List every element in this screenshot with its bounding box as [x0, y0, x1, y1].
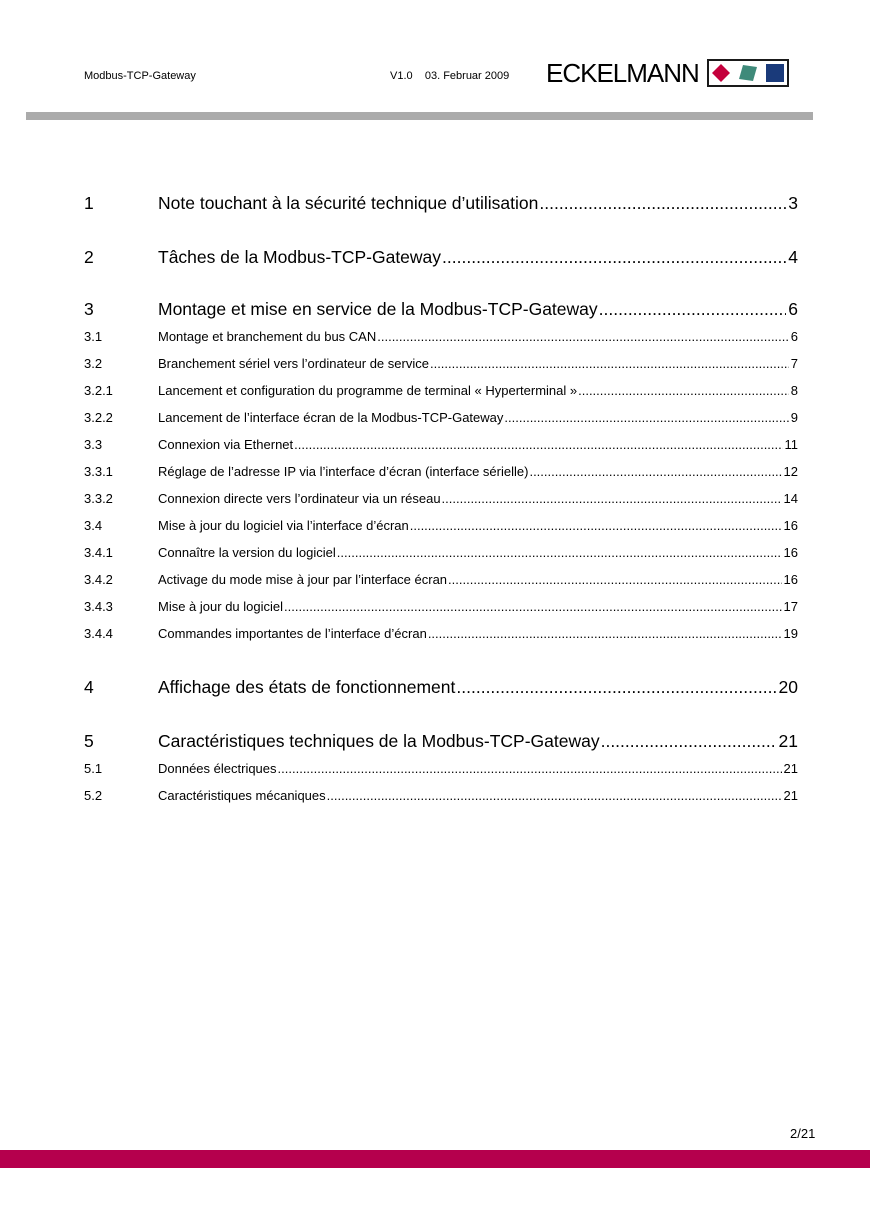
toc-entry-number: 5.1	[84, 761, 103, 776]
toc-entry[interactable]	[84, 491, 798, 506]
toc-dot-leader	[601, 731, 777, 752]
version-date: V1.0 03. Februar 2009	[390, 70, 510, 82]
toc-entry[interactable]	[84, 761, 798, 776]
toc-entry-page: 7	[790, 356, 798, 371]
toc-entry[interactable]	[84, 356, 798, 371]
toc-entry-title: Mise à jour du logiciel via l’interface d’écran	[158, 518, 409, 533]
toc-entry-title: Lancement et configuration du programme de terminal « Hyperterminal »	[158, 383, 578, 398]
toc-entry[interactable]	[84, 788, 798, 803]
toc-dot-leader	[430, 356, 789, 371]
toc-entry-title: Branchement sériel vers l’ordinateur de service	[158, 356, 429, 371]
toc-dot-leader	[442, 247, 786, 268]
toc-entry-number: 3.4.3	[84, 599, 113, 614]
logo-mark-frame	[707, 59, 789, 87]
toc-entry[interactable]	[84, 410, 798, 425]
toc-entry-title: Connexion via Ethernet	[158, 437, 294, 452]
toc-dot-leader	[442, 491, 782, 506]
toc-entry[interactable]	[84, 599, 798, 614]
toc-dot-leader	[456, 677, 776, 698]
toc-dot-leader	[428, 626, 782, 641]
logo-green-parallelogram-icon	[739, 64, 757, 82]
header-rule	[26, 112, 813, 120]
toc-entry-number: 3.3.2	[84, 491, 113, 506]
toc-dot-leader	[327, 788, 782, 803]
toc-dot-leader	[377, 329, 789, 344]
toc-entry-title: Montage et mise en service de la Modbus-TCP-Gateway	[158, 299, 598, 319]
logo-text: ECKELMANN	[546, 58, 699, 88]
toc-dot-leader	[539, 193, 786, 214]
toc-entry-number: 3.3	[84, 437, 103, 452]
toc-entry-page: 19	[783, 626, 798, 641]
toc-entry[interactable]	[84, 437, 798, 452]
toc-entry-title: Lancement de l’interface écran de la Modbus-TCP-Gateway	[158, 410, 504, 425]
toc-dot-leader	[278, 761, 782, 776]
toc-entry-title: Tâches de la Modbus-TCP-Gateway	[158, 247, 442, 267]
toc-entry[interactable]	[84, 731, 798, 752]
toc-entry-page: 6	[790, 329, 798, 344]
toc-entry-page: 21	[783, 788, 798, 803]
document-title: Modbus-TCP-Gateway	[84, 70, 196, 82]
toc-entry-page: 21	[783, 761, 798, 776]
toc-dot-leader	[599, 299, 787, 320]
toc-entry[interactable]	[84, 329, 798, 344]
toc-entry-title: Activage du mode mise à jour par l’interface écran	[158, 572, 448, 587]
toc-entry[interactable]	[84, 518, 798, 533]
toc-entry-number: 3.1	[84, 329, 103, 344]
toc-entry-number: 3.3.1	[84, 464, 113, 479]
toc-entry-number: 2	[84, 247, 94, 267]
toc-entry[interactable]	[84, 299, 798, 320]
toc-dot-leader	[337, 545, 782, 560]
toc-entry-page: 16	[783, 572, 798, 587]
toc-entry-number: 3.2.1	[84, 383, 113, 398]
toc-entry-page: 3	[788, 193, 798, 213]
toc-entry-page: 6	[788, 299, 798, 319]
toc-entry-number: 3.4	[84, 518, 103, 533]
toc-entry-number: 5	[84, 731, 94, 751]
toc-entry-number: 4	[84, 677, 94, 697]
toc-entry[interactable]	[84, 545, 798, 560]
toc-entry-number: 3.2.2	[84, 410, 113, 425]
toc-entry-title: Connexion directe vers l’ordinateur via un réseau	[158, 491, 441, 506]
toc-entry-page: 16	[783, 518, 798, 533]
toc-entry-title: Montage et branchement du bus CAN	[158, 329, 377, 344]
toc-entry-number: 3.4.2	[84, 572, 113, 587]
toc-entry-number: 3	[84, 299, 94, 319]
toc-entry[interactable]	[84, 677, 798, 698]
logo-navy-square-icon	[766, 64, 784, 82]
eckelmann-logo	[546, 58, 789, 88]
toc-entry-page: 11	[784, 437, 798, 452]
toc-dot-leader	[504, 410, 788, 425]
toc-entry-page: 17	[783, 599, 798, 614]
logo-red-diamond-icon	[712, 64, 730, 82]
toc-entry-title: Commandes importantes de l’interface d’écran	[158, 626, 427, 641]
toc-entry[interactable]	[84, 383, 798, 398]
toc-entry-page: 14	[783, 491, 798, 506]
toc-entry[interactable]	[84, 193, 798, 214]
page-indicator: 2/21	[790, 1126, 816, 1141]
toc-entry-title: Données électriques	[158, 761, 277, 776]
toc-entry-title: Caractéristiques mécaniques	[158, 788, 326, 803]
toc-dot-leader	[410, 518, 782, 533]
footer-rule	[0, 1150, 870, 1168]
toc-entry-title: Mise à jour du logiciel	[158, 599, 284, 614]
toc-entry[interactable]	[84, 572, 798, 587]
toc-entry-page: 21	[778, 731, 798, 751]
toc-dot-leader	[448, 572, 781, 587]
toc-entry-page: 16	[783, 545, 798, 560]
toc-entry[interactable]	[84, 626, 798, 641]
toc-dot-leader	[294, 437, 782, 452]
toc-entry[interactable]	[84, 247, 798, 268]
toc-dot-leader	[529, 464, 781, 479]
toc-entry-page: 20	[778, 677, 798, 697]
toc-dot-leader	[284, 599, 782, 614]
toc-entry-number: 5.2	[84, 788, 103, 803]
toc-entry-title: Affichage des états de fonctionnement	[158, 677, 456, 697]
toc-entry-number: 3.4.1	[84, 545, 113, 560]
toc-entry-page: 12	[783, 464, 798, 479]
toc-entry-page: 4	[788, 247, 798, 267]
toc-entry-number: 3.4.4	[84, 626, 113, 641]
toc-entry[interactable]	[84, 464, 798, 479]
toc-entry-title: Caractéristiques techniques de la Modbus-TCP-Gateway	[158, 731, 600, 751]
toc-entry-title: Réglage de l’adresse IP via l’interface d’écran (interface sérielle)	[158, 464, 529, 479]
toc-entry-title: Note touchant à la sécurité technique d’utilisation	[158, 193, 539, 213]
toc-dot-leader	[578, 383, 789, 398]
toc-entry-page: 8	[790, 383, 798, 398]
toc-entry-number: 1	[84, 193, 94, 213]
toc-entry-number: 3.2	[84, 356, 103, 371]
toc-entry-page: 9	[790, 410, 798, 425]
toc-entry-title: Connaître la version du logiciel	[158, 545, 336, 560]
